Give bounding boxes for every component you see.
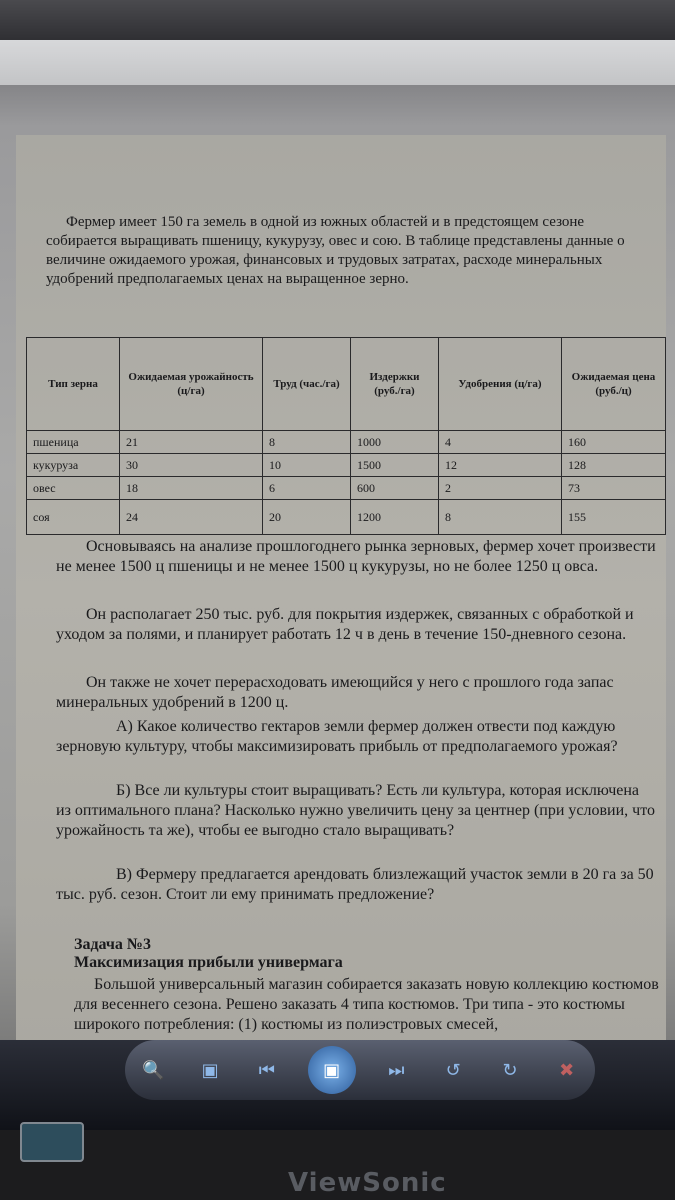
question-c: В) Фермеру предлагается арендовать близлежащий участок земли в 20 га за 50 тыс. руб. сезон. Стоит ли ему принимать предложение?: [56, 866, 654, 903]
taskbar-thumbnail[interactable]: [20, 1122, 84, 1162]
col-header: Удобрения (ц/га): [439, 338, 562, 431]
monitor-brand-logo: ViewSonic: [288, 1168, 447, 1198]
table-cell: 2: [439, 477, 562, 500]
table-cell: 1500: [351, 454, 439, 477]
table-cell: 21: [120, 431, 263, 454]
crop-table: [26, 337, 666, 535]
table-cell: соя: [27, 500, 120, 535]
table-header-row: [27, 338, 666, 431]
intro-paragraph: Фермер имеет 150 га земель в одной из южных областей и в предстоящем сезоне собирается выращивать пшеницу, кукурузу, овес и сою. В таблице представлены данные о величине ожидаемого урожая, финансовых и трудовых затратах, расходе минеральных удобрений предполагаемых ценах на выращенное зерно.: [46, 214, 625, 287]
table-cell: 6: [263, 477, 351, 500]
table-cell: 4: [439, 431, 562, 454]
task-text: Большой универсальный магазин собирается заказать новую коллекцию костюмов для весеннего сезона. Решено заказать 4 типа костюмов. Три типа - это костюмы широкого потребления: (1) костюмы из полиэстровых смесей,: [74, 976, 659, 1033]
table-row: [27, 477, 666, 500]
viewer-titlebar: [0, 40, 675, 85]
table-cell: кукуруза: [27, 454, 120, 477]
previous-icon[interactable]: ⏮: [258, 1059, 275, 1081]
table-cell: 8: [439, 500, 562, 535]
table-row: [27, 500, 666, 535]
rotate-right-icon[interactable]: ↻: [502, 1059, 518, 1081]
task-number: Задача №3: [74, 936, 151, 953]
paragraph-budget: Он располагает 250 тыс. руб. для покрытия издержек, связанных с обработкой и уходом за полями, и планирует работать 12 ч в день в течение 150-дневного сезона.: [56, 606, 634, 643]
col-header: Ожидаемая цена (руб./ц): [562, 338, 666, 431]
table-cell: пшеница: [27, 431, 120, 454]
table-cell: 155: [562, 500, 666, 535]
next-icon[interactable]: ⏭: [388, 1059, 405, 1081]
col-header: Издержки (руб./га): [351, 338, 439, 431]
monitor-bezel-top: [0, 0, 675, 45]
rotate-left-icon[interactable]: ↺: [445, 1059, 461, 1081]
table-cell: 128: [562, 454, 666, 477]
question-b: Б) Все ли культуры стоит выращивать? Есть ли культура, которая исключена из оптимального плана? Насколько нужно увеличить цену за центнер (при условии, что урожайность та же), чтобы ее выгодно стало выращивать?: [56, 782, 655, 839]
table-cell: 30: [120, 454, 263, 477]
table-cell: овес: [27, 477, 120, 500]
table-cell: 20: [263, 500, 351, 535]
table-cell: 1200: [351, 500, 439, 535]
paragraph-demand: Основываясь на анализе прошлогоднего рынка зерновых, фермер хочет произвести не менее 1500 ц пшеницы и не менее 1500 ц кукурузы, но не более 1250 ц овса.: [56, 538, 656, 575]
col-header: Ожидаемая урожайность (ц/га): [120, 338, 263, 431]
slideshow-icon[interactable]: ▣: [308, 1046, 356, 1094]
table-row: [27, 454, 666, 477]
paragraph-fertilizer: Он также не хочет перерасходовать имеющийся у него с прошлого года запас минеральных удобрений в 1200 ц.: [56, 674, 614, 711]
table-cell: 160: [562, 431, 666, 454]
table-cell: 10: [263, 454, 351, 477]
col-header: Труд (час./га): [263, 338, 351, 431]
delete-icon[interactable]: ✖: [559, 1059, 575, 1081]
task-title: Максимизация прибыли универмага: [74, 954, 343, 971]
question-a: А) Какое количество гектаров земли фермер должен отвести под каждую зерновую культуру, чтобы максимизировать прибыль от предполагаемого урожая?: [56, 718, 618, 755]
table-cell: 1000: [351, 431, 439, 454]
zoom-icon[interactable]: 🔍: [142, 1059, 165, 1081]
table-cell: 18: [120, 477, 263, 500]
table-cell: 600: [351, 477, 439, 500]
table-cell: 24: [120, 500, 263, 535]
table-cell: 73: [562, 477, 666, 500]
viewer-toolbar: [125, 1040, 595, 1100]
actual-size-icon[interactable]: ▣: [201, 1059, 219, 1081]
table-row: [27, 431, 666, 454]
table-cell: 12: [439, 454, 562, 477]
col-header: Тип зерна: [27, 338, 120, 431]
document-page: [16, 135, 666, 1055]
table-cell: 8: [263, 431, 351, 454]
